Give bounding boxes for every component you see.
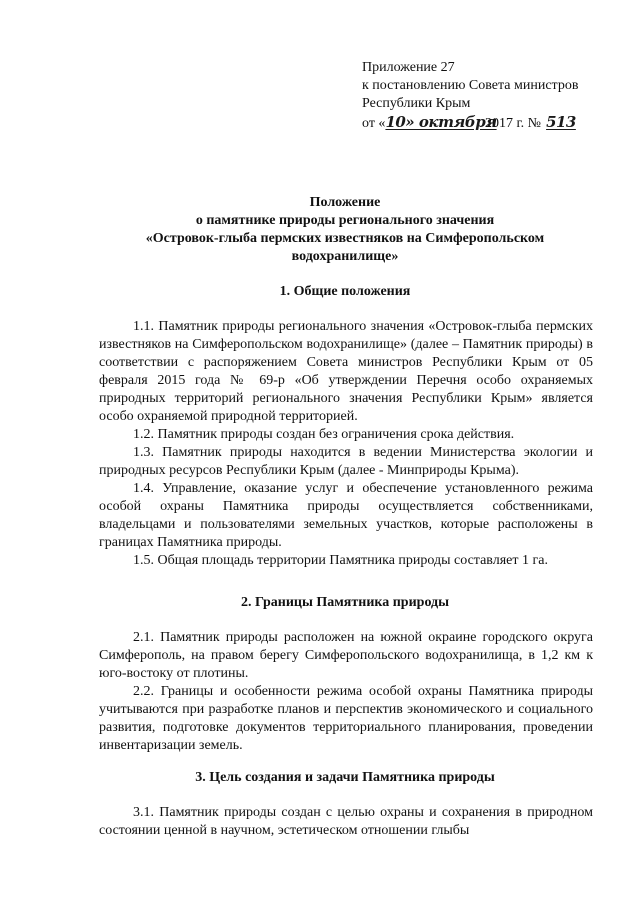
annex-number: Приложение 27 bbox=[362, 60, 455, 75]
title-line-4: водохранилище» bbox=[291, 249, 399, 264]
annex-date-prefix: от « bbox=[362, 116, 386, 131]
annex-republic: Республики Крым bbox=[362, 96, 471, 111]
paragraph-1-1: 1.1. Памятник природы регионального значения «Островок-глыба пермских известняков на Симферопольском водохранилище» (далее – Памятник природы) в соответствии с распоряжением Совета министров Республики Крым от 05 февраля 2015 года № 69-р «Об утверждении Перечня особо охраняемых природных территорий регионального значения Республики Крым» является особо охраняемой природной территорией. bbox=[99, 319, 593, 424]
document-title bbox=[100, 194, 590, 266]
paragraph-1-4: 1.4. Управление, оказание услуг и обеспечение установленного режима особой охраны Памятника природы осуществляется собственниками, владельцами и пользователями земельных участков, которые расположены в границах Памятника природы. bbox=[99, 481, 593, 550]
paragraph-1-2: 1.2. Памятник природы создан без ограничения срока действия. bbox=[133, 427, 515, 442]
section-2-body bbox=[99, 629, 593, 755]
paragraph-1-5: 1.5. Общая площадь территории Памятника природы составляет 1 га. bbox=[133, 553, 548, 568]
annex-date-suffix: 2017 г. № bbox=[481, 116, 541, 131]
annex-date-line bbox=[362, 113, 612, 133]
annex-resolution: к постановлению Совета министров bbox=[362, 78, 579, 93]
handwritten-date: 10» октября bbox=[385, 113, 497, 131]
annex-block bbox=[362, 59, 612, 133]
title-line-2: о памятнике природы регионального значения bbox=[195, 213, 495, 228]
handwritten-number: 513 bbox=[546, 113, 576, 131]
section-3-heading: 3. Цель создания и задачи Памятника природы bbox=[195, 770, 495, 785]
section-1-body bbox=[99, 318, 593, 570]
section-1-heading: 1. Общие положения bbox=[279, 284, 411, 299]
section-3-body bbox=[99, 804, 593, 840]
title-line-3: «Островок-глыба пермских известняков на Симферопольском bbox=[145, 231, 545, 246]
section-2-heading: 2. Границы Памятника природы bbox=[240, 595, 450, 610]
paragraph-2-2: 2.2. Границы и особенности режима особой охраны Памятника природы учитываются при разработке планов и перспектив экономического и социального развития, подготовке документов территориального планирования, проведении инвентаризации земель. bbox=[99, 684, 593, 753]
paragraph-2-1: 2.1. Памятник природы расположен на южной окраине городского округа Симферополь, на правом берегу Симферопольского водохранилища, в 1,2 км к юго-востоку от плотины. bbox=[99, 630, 593, 681]
paragraph-1-3: 1.3. Памятник природы находится в ведении Министерства экологии и природных ресурсов Республики Крым (далее - Минприроды Крыма). bbox=[99, 445, 593, 478]
title-line-1: Положение bbox=[309, 195, 381, 210]
paragraph-3-1: 3.1. Памятник природы создан с целью охраны и сохранения в природном состоянии ценной в научном, эстетическом отношении глыбы bbox=[99, 805, 593, 838]
